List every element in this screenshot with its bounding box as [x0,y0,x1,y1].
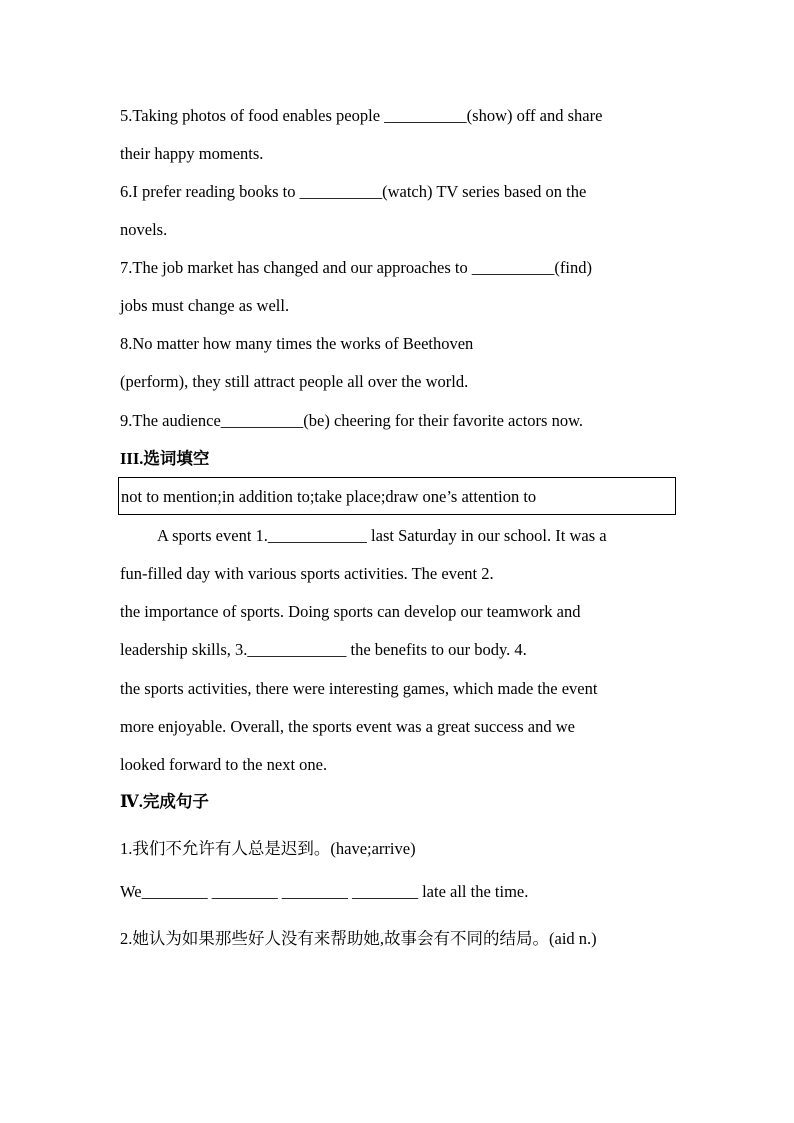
item-6-line-1: 6.I prefer reading books to __________(watch) TV series based on the [120,182,587,201]
word-bank-box [118,477,676,515]
passage-line-3: the importance of sports. Doing sports can develop our teamwork and [120,602,581,621]
item-7-line-1: 7.The job market has changed and our approaches to __________(find) [120,258,592,277]
section-three-heading: III.选词填空 [120,449,210,468]
item-8-line-2: (perform), they still attract people all over the world. [120,372,469,391]
passage-line-2: fun-filled day with various sports activities. The event 2. [120,564,494,583]
item-9-line-1: 9.The audience__________(be) cheering for their favorite actors now. [120,411,584,430]
passage-line-7: looked forward to the next one. [120,755,328,774]
question-1-prompt: 1.我们不允许有人总是迟到。(have;arrive) [120,839,416,858]
section-four-heading: Ⅳ.完成句子 [120,792,209,811]
word-bank-text: not to mention;in addition to;take place;draw one’s attention to [121,487,537,506]
passage-line-5: the sports activities, there were interesting games, which made the event [120,679,598,698]
question-1-answer-line: We________ ________ ________ ________ late all the time. [120,882,529,901]
passage-line-1: A sports event 1.____________ last Saturday in our school. It was a [157,526,607,545]
item-7-line-2: jobs must change as well. [120,296,290,315]
item-8-line-1: 8.No matter how many times the works of Beethoven [120,334,474,353]
item-6-line-2: novels. [120,220,168,239]
item-5-line-2: their happy moments. [120,144,264,163]
question-2-prompt: 2.她认为如果那些好人没有来帮助她,故事会有不同的结局。(aid n.) [120,929,597,948]
passage-line-6: more enjoyable. Overall, the sports event was a great success and we [120,717,575,736]
item-5-line-1: 5.Taking photos of food enables people __________(show) off and share [120,106,603,125]
passage-line-4: leadership skills, 3.____________ the benefits to our body. 4. [120,640,527,659]
